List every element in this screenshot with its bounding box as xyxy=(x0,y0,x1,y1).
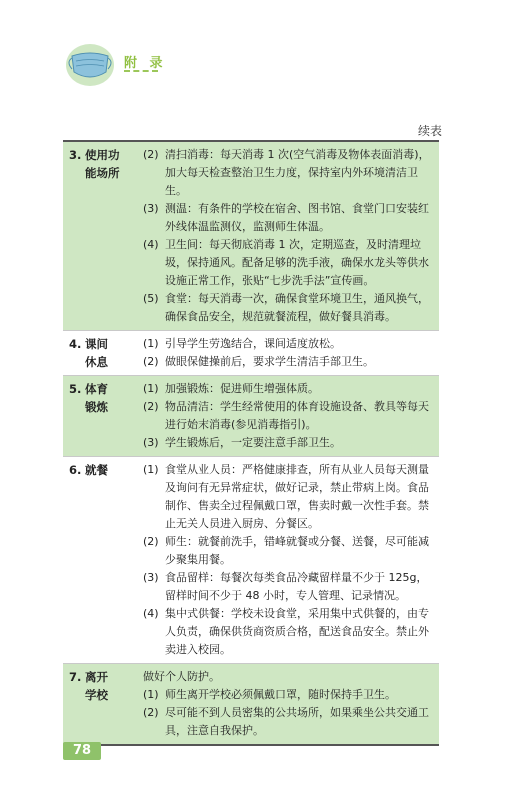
mask-icon xyxy=(64,42,120,88)
item-number: (2) xyxy=(143,148,159,161)
list-item xyxy=(143,533,433,569)
list-item xyxy=(143,236,433,290)
item-number: (3) xyxy=(143,571,159,584)
item-number: (1) xyxy=(143,382,159,395)
table-row xyxy=(63,456,439,663)
row-category xyxy=(63,335,143,371)
category-line-1: 课间 xyxy=(85,337,108,351)
row-number: 5. xyxy=(69,382,82,396)
item-number: (4) xyxy=(143,607,159,620)
list-item xyxy=(143,353,433,371)
item-text: 食堂从业人员：严格健康排查，所有从业人员每天测量及询问有无异常症状，做好记录，禁止带病上岗。食品制作、售卖全过程佩戴口罩，售卖时戴一次性手套。禁止无关人员进入厨房、分餐区。 xyxy=(165,463,429,530)
list-item xyxy=(143,461,433,533)
item-number: (3) xyxy=(143,202,159,215)
list-item xyxy=(143,380,433,398)
row-number: 4. xyxy=(69,337,82,351)
list-item xyxy=(143,569,433,605)
list-item xyxy=(143,434,433,452)
item-text: 清扫消毒：每天消毒 1 次(空气消毒及物体表面消毒)，加大每天检查整治卫生力度，保持室内外环境清洁卫生。 xyxy=(165,148,430,197)
table-row xyxy=(63,142,439,330)
page-number: 78 xyxy=(63,742,101,760)
list-item xyxy=(143,686,433,704)
row-category xyxy=(63,380,143,452)
list-item xyxy=(143,398,433,434)
item-number: (3) xyxy=(143,436,159,449)
measures-table xyxy=(63,140,439,746)
category-line-1: 使用功 xyxy=(85,148,120,162)
list-item xyxy=(143,200,433,236)
table-row xyxy=(63,663,439,744)
item-number: (1) xyxy=(143,688,159,701)
row-category xyxy=(63,146,143,326)
category-line-1: 离开 xyxy=(85,670,108,684)
category-line-1: 就餐 xyxy=(85,463,108,477)
item-text: 尽可能不到人员密集的公共场所，如果乘坐公共交通工具，注意自我保护。 xyxy=(165,706,429,737)
item-text: 师生：就餐前洗手，错峰就餐或分餐、送餐，尽可能减少聚集用餐。 xyxy=(165,535,429,566)
list-item xyxy=(143,335,433,353)
category-line-2: 学校 xyxy=(85,688,108,702)
header-divider xyxy=(124,70,158,72)
appendix-label: 附 录 xyxy=(124,56,167,71)
row-category xyxy=(63,461,143,659)
category-line-2: 休息 xyxy=(85,355,108,369)
item-text: 卫生间：每天彻底消毒 1 次，定期巡查，及时清理垃圾，保持通风。配备足够的洗手液，确保水龙头等供水设施正常工作，张贴“七步洗手法”宣传画。 xyxy=(165,238,429,287)
table-row xyxy=(63,375,439,456)
item-number: (4) xyxy=(143,238,159,251)
row-category xyxy=(63,668,143,740)
category-line-1: 体育 xyxy=(85,382,108,396)
item-number: (2) xyxy=(143,535,159,548)
item-number: (2) xyxy=(143,400,159,413)
item-text: 食品留样：每餐次每类食品冷藏留样量不少于 125g，留样时间不少于 48 小时，专人管理、记录情况。 xyxy=(165,571,428,602)
table-row xyxy=(63,330,439,375)
item-number: (2) xyxy=(143,355,159,368)
row-number: 3. xyxy=(69,148,82,162)
row-number: 6. xyxy=(69,463,82,477)
item-text: 加强锻炼：促进师生增强体质。 xyxy=(165,382,319,395)
item-text: 师生离开学校必须佩戴口罩，随时保持手卫生。 xyxy=(165,688,396,701)
item-number: (5) xyxy=(143,292,159,305)
item-text: 食堂：每天消毒一次，确保食堂环境卫生，通风换气，确保食品安全，规范就餐流程，做好餐具消毒。 xyxy=(165,292,429,323)
list-item xyxy=(143,290,433,326)
item-text: 引导学生劳逸结合，课间适度放松。 xyxy=(165,337,341,350)
item-number: (1) xyxy=(143,463,159,476)
item-number: (1) xyxy=(143,337,159,350)
category-line-2: 能场所 xyxy=(85,166,120,180)
list-item xyxy=(143,605,433,659)
row-number: 7. xyxy=(69,670,82,684)
item-text: 做眼保健操前后，要求学生清洁手部卫生。 xyxy=(165,355,374,368)
item-text: 集中式供餐：学校未设食堂，采用集中式供餐的，由专人负责，确保供货商资质合格，配送食品安全。禁止外卖进入校园。 xyxy=(165,607,429,656)
row-intro: 做好个人防护。 xyxy=(143,670,220,683)
item-text: 测温：有条件的学校在宿舍、图书馆、食堂门口安装红外线体温监测仪，监测师生体温。 xyxy=(165,202,429,233)
continued-label: 续表 xyxy=(417,124,442,138)
category-line-2: 锻炼 xyxy=(85,400,108,414)
list-item xyxy=(143,704,433,740)
item-text: 学生锻炼后，一定要注意手部卫生。 xyxy=(165,436,341,449)
item-text: 物品清洁：学生经常使用的体育设施设备、教具等每天进行始末消毒(参见消毒指引)。 xyxy=(165,400,429,431)
list-item xyxy=(143,146,433,200)
item-number: (2) xyxy=(143,706,159,719)
